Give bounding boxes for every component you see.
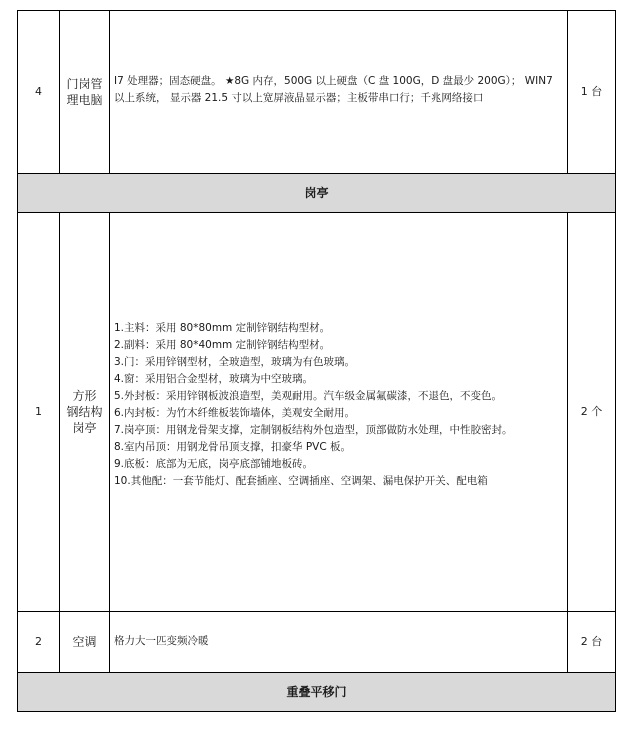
- section-title: 岗亭: [304, 186, 329, 200]
- description-line: 7.岗亭顶：用钢龙骨架支撑，定制钢板结构外包造型，顶部做防水处理，中性胶密封。: [114, 424, 513, 436]
- row-name-line: 门岗管: [66, 77, 103, 91]
- table-border: [109, 212, 110, 672]
- row-description: [114, 633, 564, 650]
- description-line: 10.其他配：一套节能灯、配套插座、空调插座、空调架、漏电保护开关、配电箱: [114, 475, 488, 487]
- row-quantity: 1 台: [580, 85, 603, 98]
- table-border: [615, 10, 616, 712]
- description-line: 5.外封板：采用锌钢板波浪造型，美观耐用。汽车级金属氟碳漆，不退色，不变色。: [114, 390, 503, 402]
- section-title: 重叠平移门: [286, 685, 347, 699]
- description-line: 4.窗：采用铝合金型材，玻璃为中空玻璃。: [114, 373, 314, 385]
- description-line: I7 处理器；固态硬盘。 ★8G 内存，500G 以上硬盘（C 盘 100G，D 盘最少 200G）； WIN7: [114, 75, 553, 87]
- row-name-line: 方形: [72, 389, 97, 403]
- row-index: 4: [35, 85, 42, 98]
- row-description: [114, 73, 564, 107]
- description-line: 格力大一匹变频冷暖: [114, 635, 209, 647]
- table-row: [18, 213, 59, 611]
- table-row: [18, 612, 59, 672]
- description-line: 6.内封板：为竹木纤维板装饰墙体，美观安全耐用。: [114, 407, 356, 419]
- row-quantity: 2 个: [580, 405, 603, 418]
- row-index: 1: [35, 405, 42, 418]
- row-description: [114, 320, 564, 490]
- row-name: [60, 11, 109, 173]
- table-border: [18, 711, 615, 712]
- row-name: [60, 213, 109, 611]
- row-name-line: 理电脑: [66, 93, 103, 107]
- description-line: 2.副料：采用 80*40mm 定制锌钢结构型材。: [114, 339, 331, 351]
- row-name: 空调: [72, 635, 97, 649]
- table-border: [109, 10, 110, 173]
- row-name-line: 钢结构: [66, 405, 103, 419]
- description-line: 以上系统， 显示器 21.5 寸以上宽屏液晶显示器；主板带串口行；千兆网络接口: [114, 92, 484, 104]
- description-line: 3.门：采用锌钢型材，全玻造型，玻璃为有色玻璃。: [114, 356, 356, 368]
- description-line: 8.室内吊顶：用钢龙骨吊顶支撑，扣豪华 PVC 板。: [114, 441, 352, 453]
- table-row: [18, 11, 59, 173]
- description-line: 1.主料：采用 80*80mm 定制锌钢结构型材。: [114, 322, 331, 334]
- row-quantity: 2 台: [580, 635, 603, 648]
- row-index: 2: [35, 635, 42, 648]
- row-name-line: 岗亭: [72, 421, 97, 435]
- description-line: 9.底板：底部为无底，岗亭底部铺地板砖。: [114, 458, 314, 470]
